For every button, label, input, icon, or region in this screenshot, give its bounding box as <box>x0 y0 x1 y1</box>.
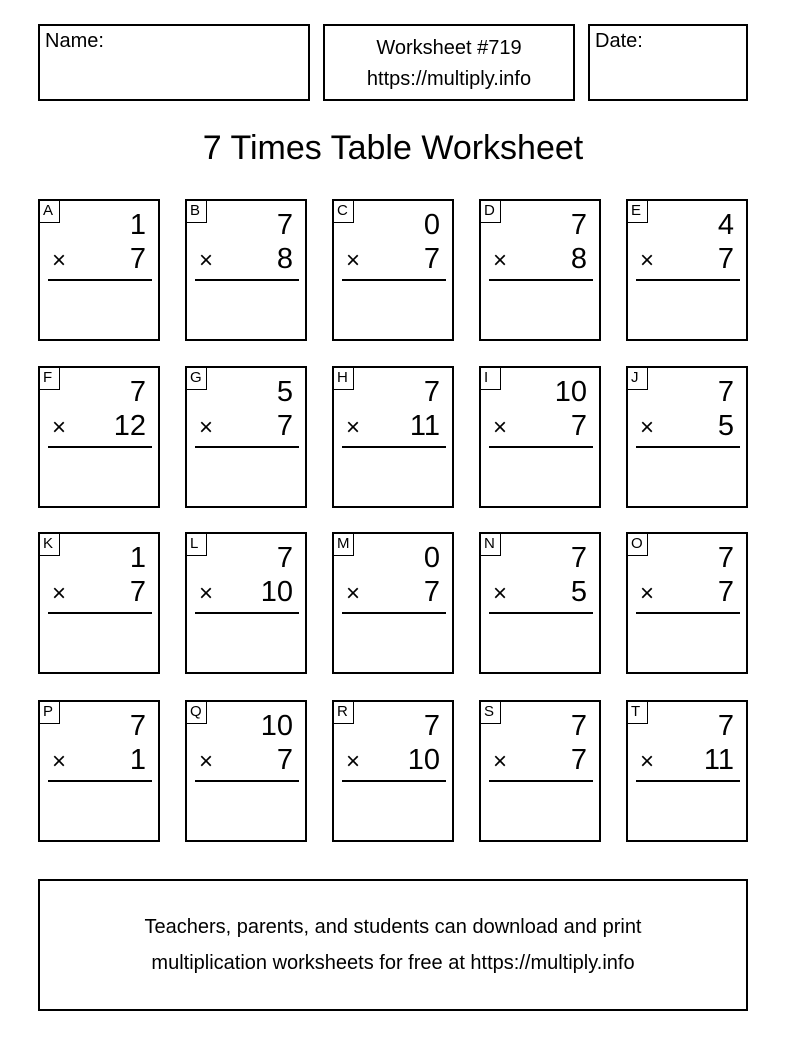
problem-label: G <box>187 368 207 390</box>
problem-label: I <box>481 368 501 390</box>
multiplicand: 7 <box>423 376 440 408</box>
times-sign: × <box>346 580 361 607</box>
problem-label: P <box>40 702 60 724</box>
multiplier: 12 <box>113 410 146 442</box>
answer-line <box>489 612 593 614</box>
problem-card <box>332 532 454 674</box>
multiplier: 7 <box>276 744 293 776</box>
worksheet-info-box <box>323 24 575 101</box>
times-sign: × <box>199 580 214 607</box>
problem-card <box>185 700 307 842</box>
answer-line <box>342 279 446 281</box>
problem-label: E <box>628 201 648 223</box>
multiplier: 7 <box>129 243 146 275</box>
multiplier: 7 <box>717 576 734 608</box>
answer-line <box>489 279 593 281</box>
multiplicand: 7 <box>570 209 587 241</box>
multiplier: 7 <box>570 744 587 776</box>
problem-card <box>332 366 454 508</box>
problem-card <box>185 199 307 341</box>
times-sign: × <box>199 748 214 775</box>
problem-card <box>626 700 748 842</box>
answer-line <box>636 446 740 448</box>
answer-line <box>342 612 446 614</box>
footer-line-2: multiplication worksheets for free at https://multiply.info <box>151 952 635 974</box>
multiplier: 11 <box>703 744 734 776</box>
answer-line <box>48 612 152 614</box>
answer-line <box>195 279 299 281</box>
problem-label: C <box>334 201 354 223</box>
date-field[interactable] <box>588 24 748 101</box>
problem-label: T <box>628 702 648 724</box>
problem-label: O <box>628 534 648 556</box>
times-sign: × <box>199 414 214 441</box>
answer-line <box>636 279 740 281</box>
answer-line <box>195 612 299 614</box>
multiplier: 7 <box>423 243 440 275</box>
multiplicand: 7 <box>276 542 293 574</box>
times-sign: × <box>640 247 655 274</box>
answer-line <box>195 446 299 448</box>
multiplier: 7 <box>717 243 734 275</box>
problem-card <box>185 366 307 508</box>
multiplier: 8 <box>570 243 587 275</box>
answer-line <box>636 780 740 782</box>
multiplicand: 1 <box>129 542 146 574</box>
footer-line-1: Teachers, parents, and students can download and print <box>144 916 642 938</box>
problem-card <box>38 199 160 341</box>
problem-card <box>626 199 748 341</box>
multiplicand: 7 <box>276 209 293 241</box>
problem-card <box>479 532 601 674</box>
answer-line <box>342 780 446 782</box>
multiplier: 11 <box>409 410 440 442</box>
times-sign: × <box>640 748 655 775</box>
multiplicand: 0 <box>423 542 440 574</box>
problem-card <box>626 532 748 674</box>
problem-card <box>38 366 160 508</box>
multiplicand: 5 <box>276 376 293 408</box>
problem-label: K <box>40 534 60 556</box>
problem-label: S <box>481 702 501 724</box>
times-sign: × <box>199 247 214 274</box>
multiplicand: 7 <box>717 376 734 408</box>
footer-box <box>38 879 748 1011</box>
multiplicand: 7 <box>717 542 734 574</box>
answer-line <box>195 780 299 782</box>
answer-line <box>636 612 740 614</box>
multiplicand: 4 <box>717 209 734 241</box>
problem-card <box>185 532 307 674</box>
problem-label: B <box>187 201 207 223</box>
multiplier: 5 <box>570 576 587 608</box>
multiplier: 7 <box>423 576 440 608</box>
times-sign: × <box>640 414 655 441</box>
multiplier: 1 <box>129 744 146 776</box>
multiplicand: 10 <box>260 710 293 742</box>
worksheet-number: Worksheet #719 <box>376 37 522 59</box>
times-sign: × <box>52 748 67 775</box>
problem-label: L <box>187 534 207 556</box>
problem-label: F <box>40 368 60 390</box>
multiplicand: 0 <box>423 209 440 241</box>
page-title: 7 Times Table Worksheet <box>202 129 584 167</box>
problem-card <box>332 199 454 341</box>
problem-label: A <box>40 201 60 223</box>
problem-card <box>332 700 454 842</box>
times-sign: × <box>346 247 361 274</box>
times-sign: × <box>346 748 361 775</box>
name-field[interactable] <box>38 24 310 101</box>
problem-card <box>38 700 160 842</box>
name-label: Name: <box>45 30 104 52</box>
multiplicand: 7 <box>129 376 146 408</box>
times-sign: × <box>52 580 67 607</box>
problem-label: D <box>481 201 501 223</box>
multiplicand: 7 <box>570 710 587 742</box>
problem-label: J <box>628 368 648 390</box>
times-sign: × <box>346 414 361 441</box>
answer-line <box>48 279 152 281</box>
multiplier: 10 <box>260 576 293 608</box>
multiplier: 7 <box>570 410 587 442</box>
answer-line <box>489 780 593 782</box>
multiplier: 7 <box>276 410 293 442</box>
problem-card <box>479 199 601 341</box>
problem-card <box>38 532 160 674</box>
multiplicand: 7 <box>423 710 440 742</box>
problem-label: M <box>334 534 354 556</box>
answer-line <box>48 780 152 782</box>
times-sign: × <box>493 748 508 775</box>
multiplicand: 10 <box>554 376 587 408</box>
problem-card <box>479 700 601 842</box>
multiplier: 7 <box>129 576 146 608</box>
answer-line <box>48 446 152 448</box>
multiplier: 5 <box>717 410 734 442</box>
multiplicand: 1 <box>129 209 146 241</box>
times-sign: × <box>493 247 508 274</box>
worksheet-url: https://multiply.info <box>366 68 532 90</box>
answer-line <box>489 446 593 448</box>
answer-line <box>342 446 446 448</box>
times-sign: × <box>493 414 508 441</box>
times-sign: × <box>52 247 67 274</box>
multiplier: 8 <box>276 243 293 275</box>
problem-label: N <box>481 534 501 556</box>
multiplicand: 7 <box>570 542 587 574</box>
problem-label: Q <box>187 702 207 724</box>
date-label: Date: <box>595 30 643 52</box>
multiplicand: 7 <box>717 710 734 742</box>
multiplier: 10 <box>407 744 440 776</box>
times-sign: × <box>493 580 508 607</box>
multiplicand: 7 <box>129 710 146 742</box>
times-sign: × <box>640 580 655 607</box>
problem-card <box>626 366 748 508</box>
problem-card <box>479 366 601 508</box>
problem-label: R <box>334 702 354 724</box>
times-sign: × <box>52 414 67 441</box>
problem-label: H <box>334 368 354 390</box>
